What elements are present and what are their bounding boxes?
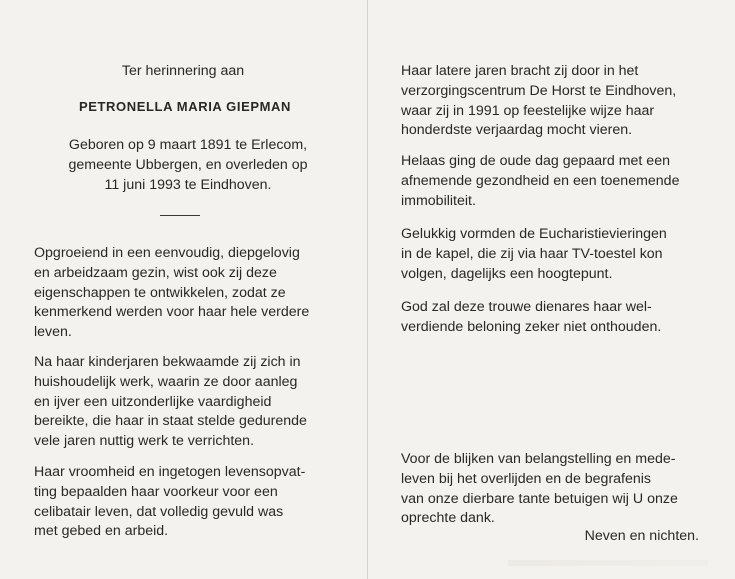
- right-page: [367, 0, 735, 579]
- birth-line: 11 juni 1993 te Eindhoven.: [104, 176, 272, 193]
- deceased-name: PETRONELLA MARIA GIEPMAN: [78, 99, 292, 114]
- birth-line: Geboren op 9 maart 1891 te Erlecom,: [68, 137, 308, 153]
- print-mark: [508, 560, 708, 566]
- left-page: [0, 0, 367, 579]
- paragraph-eucharist: Gelukkig vormden de Eucharistievieringen in de kapel, die zij via haar TV-toestel kon volgen, dagelijks een hoogtepunt.: [401, 226, 667, 282]
- paragraph-work: Na haar kinderjaren bekwaamde zij zich in huishoudelijk werk, waarin ze door aanleg en ijver een uitzonderlijke vaardigheid bereikte, die haar in staat stelde gedurende vele jaren nuttig werk te verrichten.: [34, 354, 307, 450]
- paragraph-health: Helaas ging de oude dag gepaard met een afnemende gezondheid en een toenemende immobiliteit.: [401, 153, 680, 209]
- heading: Ter herinnering aan: [121, 63, 245, 79]
- paragraph-upbringing: Opgroeiend in een eenvoudig, diepgelovig en arbeidzaam gezin, wist ook zij deze eigenschappen te ontwikkelen, zodat ze kenmerkend werden voor haar hele verdere leven.: [34, 245, 310, 341]
- birth-death-info: [52, 136, 324, 195]
- signature: Neven en nichten.: [584, 528, 699, 544]
- divider-line: [160, 215, 200, 216]
- paragraph-thanks: Voor de blijken van belangstelling en mede- leven bij het overlijden en de begrafenis van onze dierbare tante betuigen wij U onze oprechte dank.: [401, 451, 678, 527]
- paragraph-reward: God zal deze trouwe dienares haar wel- verdiende beloning zeker niet onthouden.: [401, 299, 662, 335]
- paragraph-piety: Haar vroomheid en ingetogen levensopvat- ting bepaalden haar voorkeur voor een celibatair leven, dat volledig gevuld was met gebed en arbeid.: [34, 464, 306, 540]
- paragraph-later-years: Haar latere jaren bracht zij door in het verzorgingscentrum De Horst te Eindhoven, waar zij in 1991 op feestelijke wijze haar honderdste verjaardag mocht vieren.: [401, 63, 677, 139]
- birth-line: gemeente Ubbergen, en overleden op: [68, 156, 308, 173]
